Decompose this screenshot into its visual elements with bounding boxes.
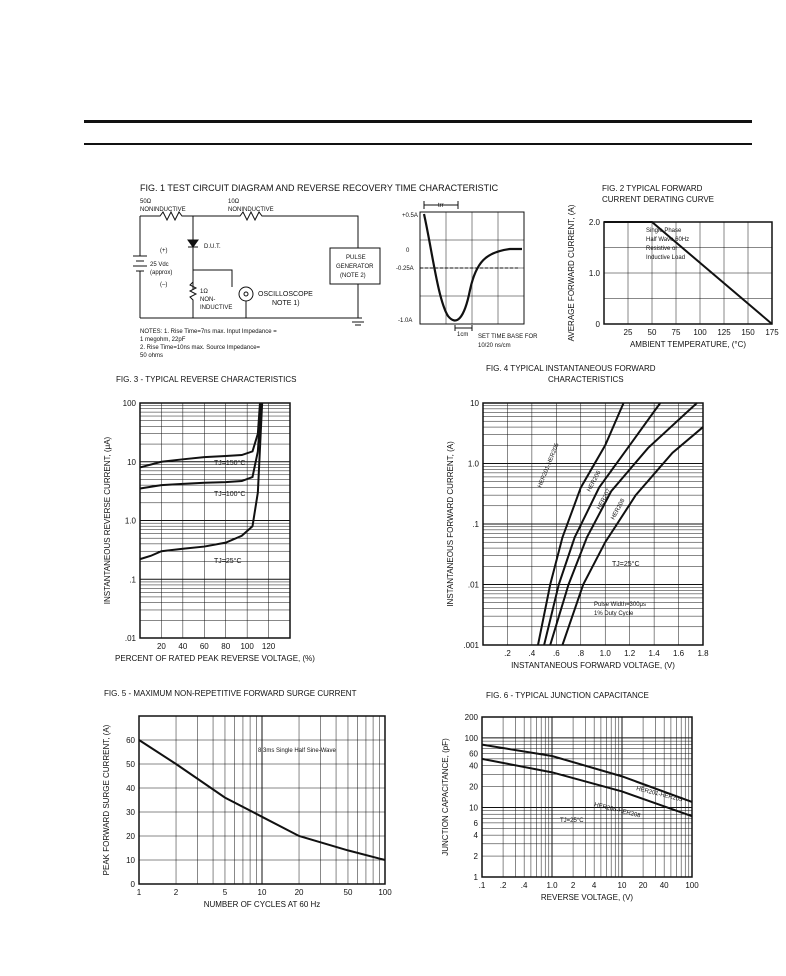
fig1-wave-label-2: -0.25A	[396, 266, 414, 272]
fig5-grid	[139, 716, 385, 884]
fig3-series-line-0	[140, 403, 260, 467]
fig6-x-tick-label: 1.0	[546, 881, 558, 890]
fig1-r3-label2: INDUCTIVE	[200, 305, 233, 311]
fig4-y-axis-label: INSTANTANEOUS FORWARD CURRENT, (A)	[446, 441, 455, 607]
fig5-y-tick-label: 60	[126, 736, 135, 745]
fig3-x-tick-label: 40	[178, 642, 188, 651]
fig6-x-tick-label: .1	[478, 881, 486, 890]
fig5-x-tick-label: 1	[136, 888, 142, 897]
fig2-y-tick-label: 2.0	[588, 218, 600, 227]
fig5-y-tick-label: 30	[126, 808, 135, 817]
fig2-x-tick-label: 100	[693, 328, 707, 337]
fig1-r3-value: 1Ω	[200, 289, 208, 295]
fig1-r2-value: 10Ω	[228, 199, 240, 205]
fig2-derating-chart	[567, 184, 779, 349]
fig5-y-tick-label: 40	[126, 784, 135, 793]
fig3-x-tick-label: 60	[199, 642, 209, 651]
fig4-series-label-0: HER201-HER205	[537, 442, 561, 489]
fig2-y-axis-label: AVERAGE FORWARD CURRENT, (A)	[567, 204, 576, 342]
fig3-y-axis-label: INSTANTANEOUS REVERSE CURRENT, (μA)	[103, 436, 112, 605]
fig5-caption: FIG. 5 - MAXIMUM NON-REPETITIVE FORWARD SURGE CURRENT	[104, 689, 357, 698]
fig6-x-tick-label: 20	[638, 881, 648, 890]
fig6-y-tick-label: 2	[473, 852, 478, 862]
fig1-cm-label: 1cm	[457, 332, 469, 338]
fig2-x-tick-label: 75	[671, 328, 681, 337]
fig5-legend: 8.3ms Single Half Sine-Wave	[258, 748, 336, 754]
fig1-pulse-label3: (NOTE 2)	[340, 273, 366, 279]
fig3-y-tick-label: 100	[122, 399, 136, 408]
fig5-x-tick-label: 5	[222, 888, 228, 897]
fig1-r1-value: 50Ω	[140, 199, 152, 205]
fig6-y-axis-label: JUNCTION CAPACITANCE, (pF)	[441, 738, 450, 856]
fig6-y-tick-label: 40	[469, 761, 478, 771]
fig1-minus-label: (–)	[160, 282, 168, 288]
fig4-x-tick-label: 1.2	[624, 649, 636, 658]
fig6-x-tick-label: 10	[617, 881, 627, 890]
fig1-pulse-label2: GENERATOR	[336, 264, 374, 270]
fig1-r2-label: NONINDUCTIVE	[228, 207, 274, 213]
fig2-y-tick-label: 1.0	[588, 269, 600, 278]
fig6-x-tick-label: 40	[659, 881, 669, 890]
fig3-caption: FIG. 3 - TYPICAL REVERSE CHARACTERISTICS	[116, 375, 297, 384]
fig4-y-tick-label: .1	[472, 520, 479, 529]
fig6-y-tick-label: 10	[469, 803, 478, 813]
fig1-pulse-label1: PULSE	[346, 255, 366, 261]
fig1-r1-label: NONINDUCTIVE	[140, 207, 186, 213]
fig2-caption1: FIG. 2 TYPICAL FORWARD	[602, 184, 703, 193]
fig3-x-axis-label: PERCENT OF RATED PEAK REVERSE VOLTAGE, (%)	[115, 654, 315, 663]
fig1-wave-label-3: -1.0A	[398, 318, 413, 324]
fig4-forward-chart	[446, 364, 709, 670]
fig4-y-tick-label: 10	[470, 399, 479, 408]
fig6-x-tick-label: 100	[685, 881, 699, 890]
fig6-y-tick-label: 200	[464, 713, 478, 722]
fig3-grid	[140, 403, 290, 638]
fig1-dut-label: D.U.T.	[204, 244, 221, 250]
fig6-y-tick-label: 4	[473, 831, 478, 841]
fig2-legend-3: Inductive Load	[646, 255, 686, 261]
fig1-source-sub: (approx)	[150, 270, 173, 276]
fig5-surge-chart	[102, 689, 392, 909]
fig3-x-tick-label: 120	[261, 642, 276, 651]
fig3-x-tick-label: 100	[240, 642, 254, 651]
fig1-trr-label: trr	[438, 203, 444, 209]
fig1-wave-label-1: 0	[406, 248, 410, 254]
fig1-plus-label: (+)	[160, 248, 168, 254]
fig4-caption1: FIG. 4 TYPICAL INSTANTANEOUS FORWARD	[486, 364, 656, 373]
fig5-y-tick-label: 20	[126, 832, 135, 841]
fig3-series-label-1: TJ=100°C	[214, 491, 246, 498]
fig1-caption: FIG. 1 TEST CIRCUIT DIAGRAM AND REVERSE RECOVERY TIME CHARACTERISTIC	[140, 183, 499, 193]
fig5-x-tick-label: 100	[378, 888, 392, 897]
fig2-legend-2: Resistive or	[646, 246, 678, 252]
fig5-y-axis-label: PEAK FORWARD SURGE CURRENT, (A)	[102, 724, 111, 876]
fig4-caption2: CHARACTERISTICS	[548, 375, 624, 384]
fig4-x-tick-label: .6	[552, 649, 560, 658]
fig5-y-tick-label: 10	[126, 856, 135, 865]
fig6-y-tick-label: 100	[464, 733, 478, 743]
fig6-y-tick-label: 20	[469, 782, 478, 792]
fig2-legend-1: Half Wave 60Hz	[646, 237, 690, 243]
fig5-x-axis-label: NUMBER OF CYCLES AT 60 Hz	[203, 900, 321, 909]
fig1-timebase-1: SET TIME BASE FOR	[478, 334, 538, 340]
fig4-y-tick-label: 1.0	[467, 459, 479, 469]
fig1-test-circuit	[133, 183, 538, 359]
fig4-x-tick-label: 1.4	[648, 649, 660, 658]
fig5-x-tick-label: 2	[173, 888, 179, 897]
fig3-y-tick-label: 10	[127, 457, 136, 467]
fig5-x-tick-label: 10	[257, 888, 267, 897]
fig6-x-axis-label: REVERSE VOLTAGE, (V)	[540, 893, 634, 902]
fig1-note-4: 50 ohms	[140, 353, 164, 359]
fig3-x-tick-label: 80	[221, 642, 231, 651]
fig4-series-label-2: HER207	[596, 488, 613, 511]
fig3-x-tick-label: 20	[156, 642, 166, 651]
fig3-y-tick-label: .01	[124, 634, 136, 643]
fig6-series-label-1: HER206-HER208	[593, 802, 641, 820]
fig2-x-tick-label: 50	[647, 328, 657, 337]
fig6-caption: FIG. 6 - TYPICAL JUNCTION CAPACITANCE	[486, 691, 649, 700]
fig6-x-tick-label: .2	[499, 881, 507, 890]
fig5-y-tick-label: 50	[126, 760, 135, 769]
fig4-x-tick-label: 1.8	[697, 649, 709, 658]
fig2-x-tick-label: 175	[765, 328, 779, 337]
fig4-tj-label: TJ=25°C	[612, 561, 640, 568]
fig5-y-tick-label: 0	[130, 880, 135, 889]
fig3-y-tick-label: .1	[129, 575, 136, 585]
fig2-legend-0: Single Phase	[646, 228, 682, 234]
fig1-r3-label1: NON-	[200, 297, 216, 303]
fig1-wave-label-0: +0.5A	[402, 213, 418, 219]
fig3-reverse-chart	[103, 375, 315, 663]
fig5-x-tick-label: 50	[343, 888, 353, 897]
fig2-x-tick-label: 25	[623, 328, 633, 337]
fig4-x-tick-label: 1.0	[599, 649, 611, 658]
fig2-x-tick-label: 150	[741, 328, 755, 337]
fig6-tj-label: TJ=25°C	[560, 818, 584, 824]
fig6-x-tick-label: .4	[520, 881, 528, 890]
fig1-osc-label1: OSCILLOSCOPE	[258, 291, 313, 298]
fig4-x-tick-label: .4	[528, 649, 536, 658]
fig4-y-tick-label: .001	[463, 641, 479, 650]
fig1-osc-label2: NOTE 1)	[272, 300, 300, 307]
fig3-series-label-2: TJ=25°C	[214, 558, 242, 565]
fig4-series-label-1: HER206	[586, 470, 603, 493]
fig6-y-tick-label: 1	[473, 873, 478, 882]
fig4-x-tick-label: 1.6	[672, 649, 685, 658]
fig6-series-label-0: HER201-HER205	[635, 786, 683, 804]
fig6-x-tick-label: 4	[591, 881, 597, 890]
fig5-x-tick-label: 20	[294, 888, 304, 897]
fig2-y-tick-label: 0	[595, 320, 600, 329]
fig6-x-tick-label: 2	[570, 881, 576, 890]
fig2-caption2: CURRENT DERATING CURVE	[602, 195, 715, 204]
fig4-y-tick-label: .01	[467, 580, 479, 590]
fig1-source-label: 25 Vdc	[150, 262, 169, 268]
fig4-x-tick-label: .2	[504, 649, 511, 658]
fig1-timebase-2: 10/20 ns/cm	[478, 343, 511, 349]
fig6-y-tick-label: 6	[473, 818, 478, 828]
fig3-y-tick-label: 1.0	[124, 516, 136, 526]
fig2-x-axis-label: AMBIENT TEMPERATURE, (°C)	[629, 340, 747, 349]
fig4-pulse-note-0: Pulse Width=300μs	[594, 602, 646, 608]
fig4-x-tick-label: .8	[577, 649, 585, 658]
fig1-note-2: 1 megohm, 22pF	[140, 337, 186, 343]
fig6-capacitance-chart	[441, 691, 699, 902]
fig4-x-axis-label: INSTANTANEOUS FORWARD VOLTAGE, (V)	[511, 661, 675, 670]
fig3-series-label-0: TJ=150°C	[214, 460, 246, 467]
fig2-x-tick-label: 125	[717, 328, 731, 337]
fig4-series-label-3: HER208	[610, 498, 627, 521]
fig4-pulse-note-1: 1% Duty Cycle	[594, 611, 634, 617]
fig1-note-1: NOTES: 1. Rise Time=7ns max. Input Impedance =	[140, 329, 277, 335]
fig6-y-tick-label: 60	[469, 749, 478, 759]
fig1-note-3: 2. Rise Time=10ns max. Source Impedance=	[140, 345, 261, 351]
